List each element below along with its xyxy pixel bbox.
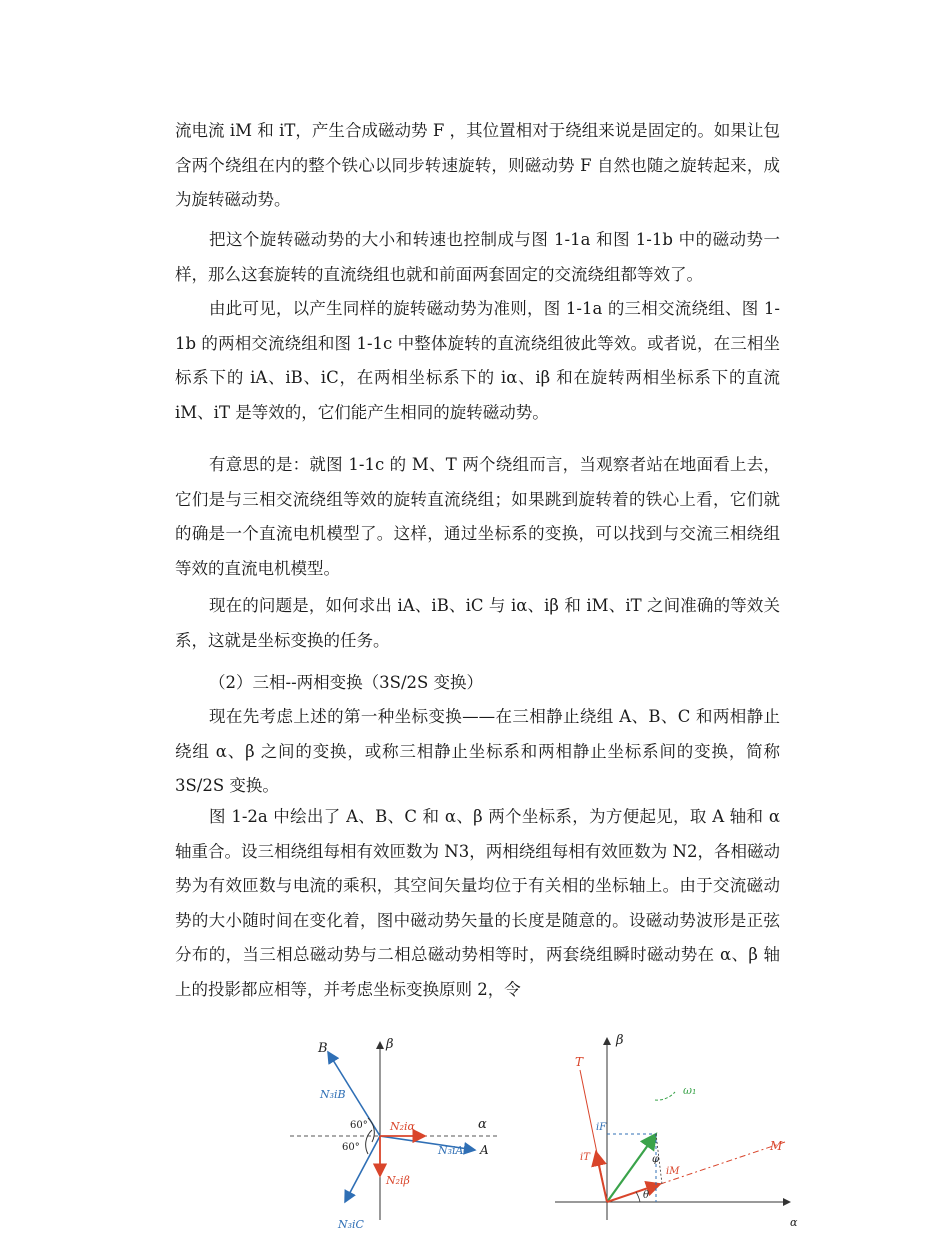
label-N2ialpha: N₂iα	[390, 1120, 415, 1133]
label-left-A: A	[480, 1143, 489, 1157]
label-right-x-axis: α	[790, 1216, 798, 1229]
paragraph-6: 现在先考虑上述的第一种坐标变换——在三相静止绕组 A、B、C 和两相静止绕组 α、β 之间的变换，或称三相静止坐标系和两相静止坐标系间的变换，简称 3S/2S 变换。	[175, 707, 780, 795]
paragraph-3: 由此可见，以产生同样的旋转磁动势为准则，图 1-1a 的三相交流绕组、图 1-1b 的两相交流绕组和图 1-1c 中整体旋转的直流绕组彼此等效。或者说，在三相坐标系下的 iA、iB、iC，在两相坐标系下的 iα、iβ 和在旋转两相坐标系下的直流 iM、iT 是等效的，它们能产生相同的旋转磁动势。	[175, 299, 780, 422]
paragraph-7: 图 1-2a 中绘出了 A、B、C 和 α、β 两个坐标系，为方便起见，取 A 轴和 α 轴重合。设三相绕组每相有效匝数为 N3，两相绕组每相有效匝数为 N2，各相磁动势为有效匝数与电流的乘积，其空间矢量均位于有关相的坐标轴上。由于交流磁动势的大小随时间在变化着，图中磁动势矢量的长度是随意的。设磁动势波形是正弦分布的，当三相总磁动势与二相总磁动势相等时，两套绕组瞬时磁动势在 α、β 轴上的投影都应相等，并考虑坐标变换原则 2，令	[175, 807, 780, 999]
figure-left	[290, 1037, 500, 1230]
label-N3iC: N₃iC	[338, 1218, 364, 1230]
label-iF: iF	[596, 1122, 607, 1133]
label-B-axis: B	[318, 1041, 328, 1056]
right-vector-iM	[607, 1184, 660, 1202]
label-angle-upper: 60°	[350, 1120, 368, 1131]
theta-arc	[636, 1192, 640, 1202]
section-heading: （2）三相--两相变换（3S/2S 变换）	[209, 673, 484, 692]
label-iM: iM	[666, 1166, 680, 1177]
label-right-T: T	[575, 1055, 584, 1069]
label-left-beta: β	[386, 1037, 394, 1052]
figure-right	[555, 1033, 798, 1229]
label-omega: ω₁	[683, 1084, 697, 1097]
label-N2ibeta: N₂iβ	[386, 1174, 410, 1187]
label-left-alpha: α	[478, 1117, 487, 1132]
figure-1-2	[0, 1030, 950, 1230]
label-right-beta: β	[616, 1033, 624, 1048]
angle-arc-upper	[368, 1118, 374, 1142]
paragraph-2: 把这个旋转磁动势的大小和转速也控制成与图 1-1a 和图 1-1b 中的磁动势一样，那么这套旋转的直流绕组也就和前面两套固定的交流绕组都等效了。	[175, 230, 780, 284]
label-N3iA: N₃iA	[438, 1144, 464, 1157]
right-vector-iT	[596, 1152, 607, 1202]
paragraph-4: 有意思的是：就图 1-1c 的 M、T 两个绕组而言，当观察者站在地面看上去，它们是与三相交流绕组等效的旋转直流绕组；如果跳到旋转着的铁心上看，它们就的确是一个直流电机模型了。这样，通过坐标系的变换，可以找到与交流三相绕组等效的直流电机模型。	[175, 455, 780, 578]
label-theta: θ	[643, 1190, 650, 1201]
label-N3iB: N₃iB	[320, 1088, 346, 1101]
label-phi: φ	[652, 1154, 660, 1165]
label-iT: iT	[580, 1152, 590, 1163]
angle-arc-lower	[366, 1130, 372, 1154]
paragraph-5: 现在的问题是，如何求出 iA、iB、iC 与 iα、iβ 和 iM、iT 之间准确的等效关系，这就是坐标变换的任务。	[175, 596, 780, 650]
figure-svg	[0, 1030, 950, 1230]
label-angle-lower: 60°	[342, 1142, 360, 1153]
label-right-M: M	[770, 1139, 783, 1153]
omega-arc	[655, 1092, 675, 1100]
paragraph-1: 流电流 iM 和 iT，产生合成磁动势 F ，其位置相对于绕组来说是固定的。如果让包含两个绕组在内的整个铁心以同步转速旋转，则磁动势 F 自然也随之旋转起来，成为旋转磁动势。	[175, 121, 780, 209]
